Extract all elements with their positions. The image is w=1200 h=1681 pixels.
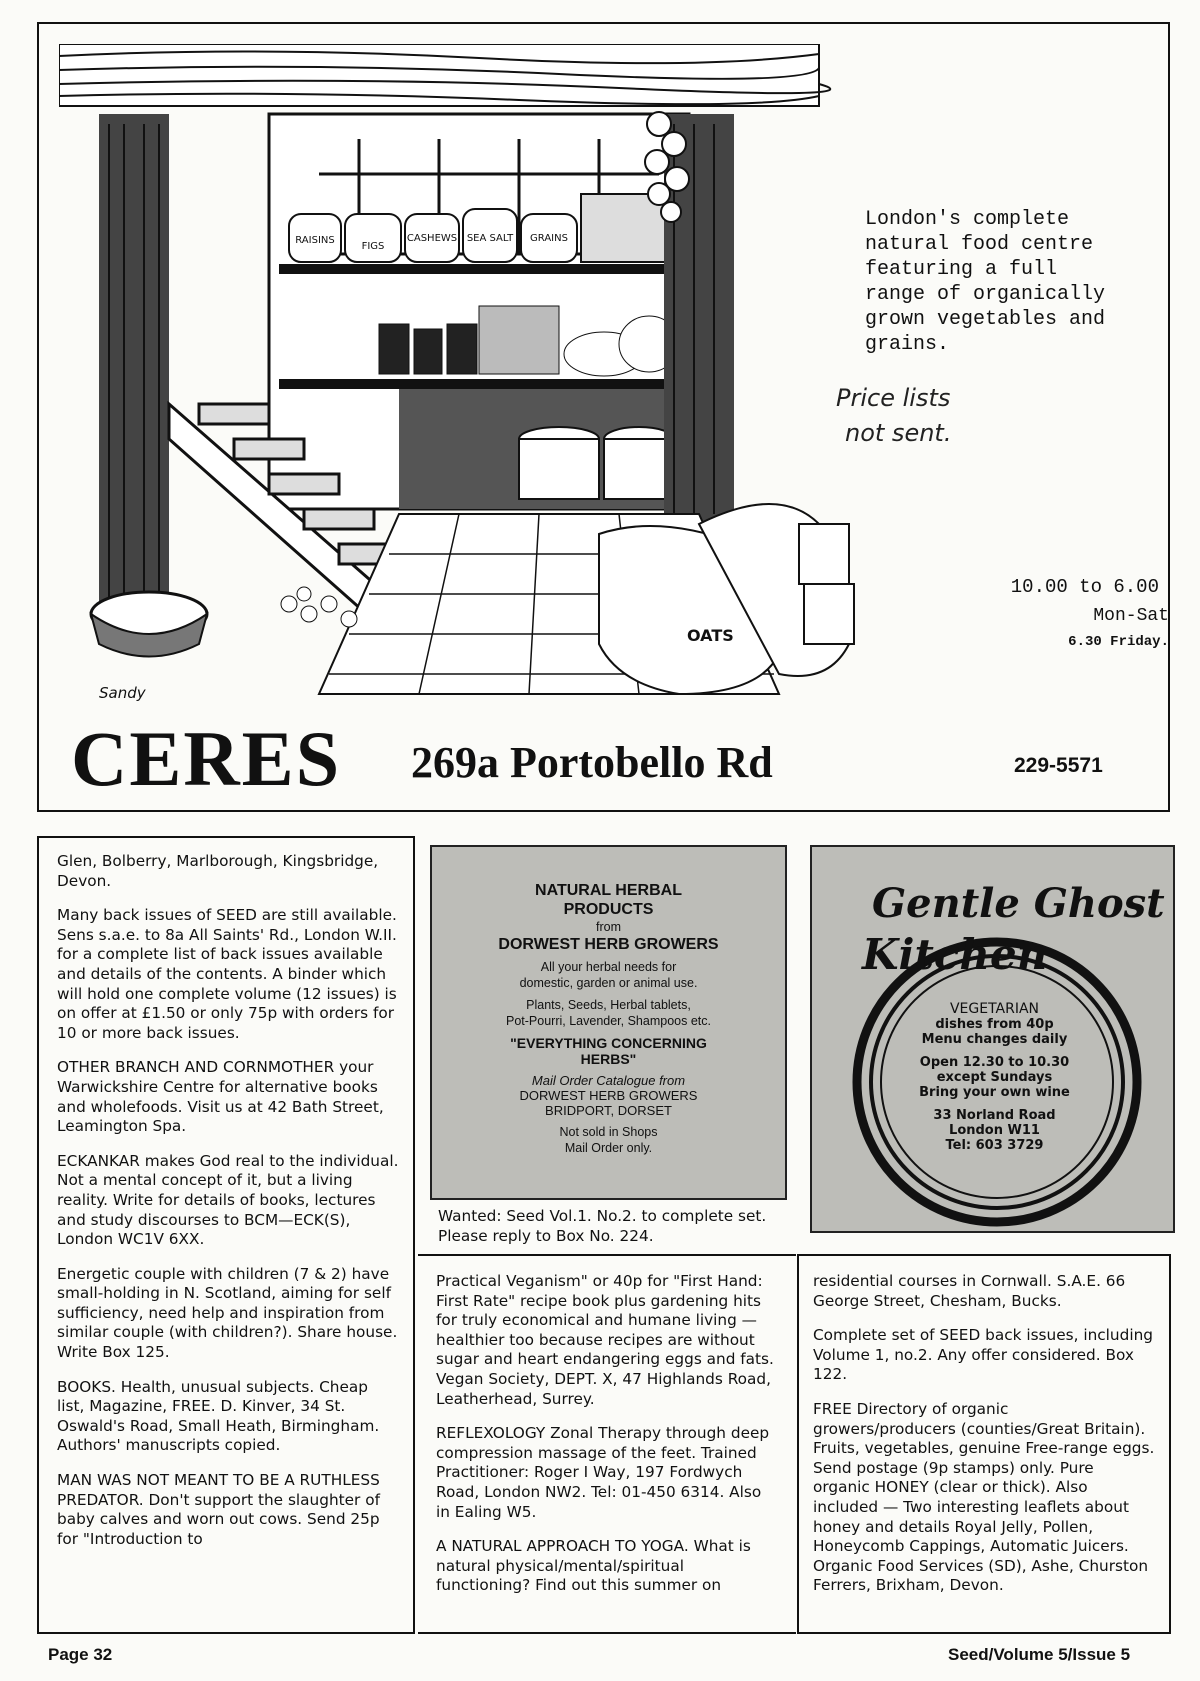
shop-phone: 229-5571 bbox=[1014, 754, 1103, 777]
classified-ad: OTHER BRANCH AND CORNMOTHER your Warwickshire Centre for alternative books and wholefoods. Visit us at 42 Bath Street, Leamington Spa. bbox=[57, 1058, 384, 1136]
classified-ad: REFLEXOLOGY Zonal Therapy through deep compression massage of the feet. Trained Practitioner: Roger I Way, 197 Fordwych Road, London NW2. Tel: 01-450 6314. Also in Ealing W5. bbox=[436, 1424, 770, 1521]
jar-label: RAISINS bbox=[295, 235, 335, 246]
issue-info: Seed/Volume 5/Issue 5 bbox=[948, 1645, 1131, 1664]
classified-ad: Many back issues of SEED are still available. Sens s.a.e. to 8a All Saints' Rd., London W.II. for a complete list of back issues available and details of the contents. A binder which will hold one complete volume (12 issues) is on offer at £1.50 or only 75p with orders for 10 or more back issues. bbox=[57, 906, 397, 1042]
gg-street: 33 Norland Road bbox=[933, 1108, 1056, 1123]
dorwest-catalogue: Mail Order Catalogue from bbox=[531, 1073, 686, 1088]
gg-city: London W11 bbox=[949, 1123, 1040, 1138]
classified-ad: FREE Directory of organic growers/producers (counties/Great Britain). Fruits, vegetables, genuine Free-range eggs. Send postage (9p stamps) only. Pure organic HONEY (clear or thick). Also included — Two interesting leaflets about honey and details Royal Jelly, Pollen, Honeycomb Cappings, Automatic Juicers. Organic Food Services (SD), Ashe, Churston Ferrers, Brixham, Devon. bbox=[813, 1399, 1155, 1595]
classified-ad: MAN WAS NOT MEANT TO BE A RUTHLESS PREDATOR. Don't support the slaughter of baby calves and worn out cows. Send 25p for "Introduction to bbox=[57, 1471, 380, 1548]
classified-ad: residential courses in Cornwall. S.A.E. 66 George Street, Chesham, Bucks. bbox=[813, 1272, 1126, 1310]
classified-ad: BOOKS. Health, unusual subjects. Cheap list, Magazine, FREE. D. Kinver, 34 St. Oswald's Road, Small Heath, Birmingham. Authors' manuscripts copied. bbox=[57, 1377, 380, 1455]
opening-days: Mon-Sat bbox=[1093, 606, 1169, 626]
logo-title: Kitchen bbox=[862, 930, 1048, 979]
gentle-ghost-details bbox=[872, 1002, 1117, 1153]
gg-type: VEGETARIAN bbox=[949, 1001, 1040, 1017]
dorwest-advert bbox=[430, 845, 787, 1200]
classified-ad: ECKANKAR makes God real to the individual. Not a mental concept of it, but a living reality. Write for details of books, lectures and study discourses to BCM—ECK(S), London WC1V 6XX. bbox=[57, 1151, 399, 1249]
dorwest-note: Not sold in Shops bbox=[559, 1125, 658, 1139]
gg-price: dishes from 40p bbox=[935, 1017, 1054, 1032]
dorwest-products: Plants, Seeds, Herbal tablets, bbox=[526, 998, 691, 1012]
dorwest-title: PRODUCTS bbox=[563, 901, 654, 918]
classified-ad: Glen, Bolberry, Marlborough, Kingsbridge, Devon. bbox=[57, 852, 379, 890]
friday-hours: 6.30 Friday. bbox=[1068, 634, 1169, 650]
dorwest-from: from bbox=[596, 920, 621, 934]
artist-signature: Sandy bbox=[99, 684, 146, 702]
gg-open: Open 12.30 to 10.30 bbox=[919, 1055, 1070, 1070]
dorwest-note: Mail Order only. bbox=[564, 1141, 653, 1155]
dorwest-title: NATURAL HERBAL bbox=[535, 882, 682, 899]
gg-wine: Bring your own wine bbox=[919, 1085, 1070, 1100]
price-note: Price lists bbox=[836, 384, 951, 412]
dorwest-needs: All your herbal needs for bbox=[540, 960, 677, 974]
ceres-advert bbox=[37, 22, 1170, 812]
price-note: not sent. bbox=[845, 419, 952, 447]
shop-illustration bbox=[59, 44, 919, 734]
classified-ad: Energetic couple with children (7 & 2) have small-holding in N. Scotland, aiming for self sufficiency, need help and inspiration from similar couple (with children?). Share house. Write Box 125. bbox=[57, 1264, 398, 1362]
jar-label: CASHEWS bbox=[406, 233, 458, 244]
wanted-ad: Wanted: Seed Vol.1. No.2. to complete set. Please reply to Box No. 224. bbox=[438, 1207, 767, 1245]
dorwest-slogan: HERBS" bbox=[580, 1051, 637, 1067]
jar-label: FIGS bbox=[361, 241, 385, 252]
gg-tel: Tel: 603 3729 bbox=[945, 1138, 1044, 1153]
classified-ad: Practical Veganism" or 40p for "First Hand: First Rate" recipe book plus gardening hits for truly economical and humane living — healthier too because recipes are without sugar and heart endangering eggs and fats. Vegan Society, DEPT. X, 47 Highlands Road, Leatherhead, Surrey. bbox=[436, 1272, 774, 1408]
classifieds-column-3 bbox=[797, 1254, 1171, 1634]
dorwest-products: Pot-Pourri, Lavender, Shampoos etc. bbox=[506, 1014, 711, 1028]
jar-label: SEA SALT bbox=[466, 233, 514, 244]
classifieds-column-1 bbox=[37, 836, 415, 1634]
dorwest-address: DORWEST HERB GROWERS bbox=[519, 1088, 698, 1103]
dorwest-needs: domestic, garden or animal use. bbox=[519, 976, 698, 990]
sack-label: OATS bbox=[687, 626, 734, 645]
page-number: Page 32 bbox=[48, 1645, 113, 1664]
logo-title: Gentle Ghost bbox=[872, 880, 1165, 927]
shop-name: CERES bbox=[71, 715, 342, 802]
opening-hours: 10.00 to 6.00 bbox=[1010, 576, 1159, 598]
classifieds-column-2 bbox=[418, 1254, 796, 1634]
ceres-description: London's complete natural food centre featuring a full range of organically grown vegetables and grains. bbox=[865, 208, 1106, 356]
classified-ad: Complete set of SEED back issues, including Volume 1, no.2. Any offer considered. Box 122. bbox=[813, 1326, 1153, 1384]
classified-ad: A NATURAL APPROACH TO YOGA. What is natural physical/mental/spiritual functioning? Find out this summer on bbox=[436, 1537, 751, 1595]
shop-address: 269a Portobello Rd bbox=[411, 738, 773, 787]
gg-except: except Sundays bbox=[936, 1070, 1053, 1085]
dorwest-address: BRIDPORT, DORSET bbox=[545, 1103, 672, 1118]
dorwest-company: DORWEST HERB GROWERS bbox=[498, 936, 719, 953]
gentle-ghost-advert bbox=[810, 845, 1175, 1233]
gg-menu: Menu changes daily bbox=[921, 1032, 1068, 1047]
dorwest-slogan: "EVERYTHING CONCERNING bbox=[510, 1035, 707, 1051]
jar-label: GRAINS bbox=[530, 233, 568, 244]
